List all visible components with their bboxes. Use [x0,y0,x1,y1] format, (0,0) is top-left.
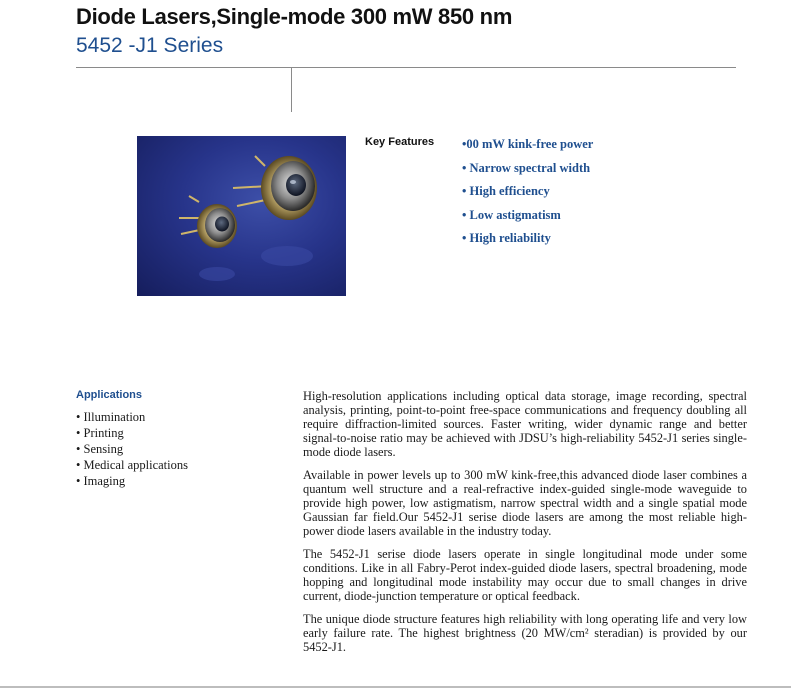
product-photo [137,136,346,296]
application-item: • Illumination [76,410,146,424]
feature-item: •00 mW kink-free power [462,137,594,151]
key-features-list [462,136,593,254]
vertical-divider [291,68,292,112]
application-item: • Imaging [76,474,126,488]
feature-item: • Low astigmatism [462,207,561,222]
series-subtitle: 5452 -J1 Series [76,34,224,57]
body-paragraph: The unique diode structure features high reliability with long operating life and very low early failure rate. The highest brightness (20 MW/cm² steradian) is provided by our 5452-J1. [303,612,747,654]
description-body [303,389,747,663]
application-item: • Medical applications [76,458,188,472]
feature-item: • High reliability [462,231,551,246]
feature-item: • Narrow spectral width [462,160,591,175]
body-paragraph: Available in power levels up to 300 mW kink-free,this advanced diode laser combines a quantum well structure and a real-refractive index-guided single-mode waveguide to provide high power, low astigmatism, narrow spectral width and a single spatial mode Gaussian far field.Our 5452-J1 serise diode lasers are among the most reliable high-power diode lasers available in the industry today. [303,468,747,538]
header-divider [76,67,736,68]
laser-diode-illustration [137,136,346,296]
body-paragraph: The 5452-J1 serise diode lasers operate in single longitudinal mode under some conditions. Like in all Fabry-Perot index-guided diode lasers, spectral broadening, mode hopping and longitudinal mode instability may occur due to small changes in drive current, diode-junction temperature or optical feedback. [303,547,747,603]
key-features-label: Key Features [365,136,435,148]
applications-heading: Applications [76,389,143,401]
body-paragraph: High-resolution applications including optical data storage, image recording, spectral analysis, printing, point-to-point free-space communications and frequency doubling all require diffraction-limited sources. Faster writing, wider dynamic range and better signal-to-noise ratio may be achieved with JDSU’s high-reliability 5452-J1 series single-mode diode lasers. [303,389,747,459]
application-item: • Sensing [76,442,124,456]
page-title: Diode Lasers,Single-mode 300 mW 850 nm [76,4,513,29]
feature-item: • High efficiency [462,184,550,199]
applications-list [76,409,188,489]
application-item: • Printing [76,426,124,440]
